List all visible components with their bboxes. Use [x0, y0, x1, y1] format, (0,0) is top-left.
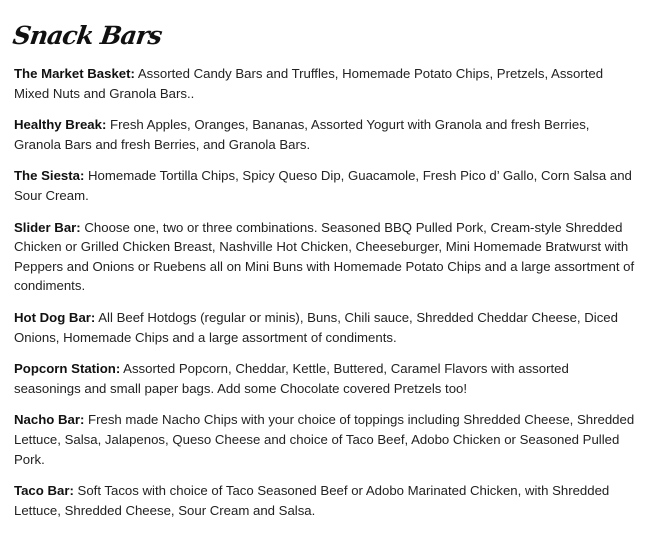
item-name: Slider Bar:	[14, 219, 81, 235]
item-description: Choose one, two or three combinations. Seasoned BBQ Pulled Pork, Cream-style Shredded Chicken or Grilled Chicken Breast, Nashville Hot Chicken, Cheeseburger, Mini Homemade Bratwurst with Peppers and Onions or Ruebens all on Mini Buns with Homemade Potato Chips and a large assortment of condiments.	[14, 219, 635, 294]
item-description: All Beef Hotdogs (regular or minis), Buns, Chili sauce, Shredded Cheddar Cheese, Diced Onions, Homemade Chips and a large assortment of condiments.	[14, 309, 618, 345]
item-name: Healthy Break:	[14, 117, 107, 133]
menu-item-popcorn-station	[14, 359, 636, 398]
item-description: Assorted Candy Bars and Truffles, Homemade Potato Chips, Pretzels, Assorted Mixed Nuts and Granola Bars..	[14, 66, 604, 101]
section-title: Snack Bars	[11, 21, 164, 50]
menu-item-slider-bar	[14, 218, 636, 296]
item-name: Nacho Bar:	[14, 412, 85, 428]
item-name: Hot Dog Bar:	[14, 309, 96, 325]
menu-item-hot-dog-bar	[14, 308, 636, 347]
menu-item-healthy-break	[14, 115, 636, 154]
item-name: Taco Bar:	[14, 483, 74, 499]
snack-bars-section	[11, 21, 636, 532]
menu-item-siesta	[14, 166, 636, 205]
item-name: The Siesta:	[14, 168, 85, 184]
menu-item-taco-bar	[14, 481, 636, 520]
menu-item-nacho-bar	[14, 410, 636, 469]
item-name: The Market Basket:	[14, 66, 135, 81]
item-description: Homemade Tortilla Chips, Spicy Queso Dip, Guacamole, Fresh Pico d’ Gallo, Corn Salsa and Sour Cream.	[14, 168, 632, 203]
item-description: Fresh Apples, Oranges, Bananas, Assorted Yogurt with Granola and fresh Berries, Granola Bars and fresh Berries, and Granola Bars.	[14, 117, 590, 152]
menu-list	[14, 64, 636, 520]
item-description: Assorted Popcorn, Cheddar, Kettle, Buttered, Caramel Flavors with assorted seasonings and small paper bags. Add some Chocolate covered Pretzels too!	[14, 361, 569, 396]
item-description: Fresh made Nacho Chips with your choice of toppings including Shredded Cheese, Shredded Lettuce, Salsa, Jalapenos, Queso Cheese and choice of Taco Beef, Adobo Chicken or Seasoned Pulled Pork.	[14, 412, 635, 467]
item-description: Soft Tacos with choice of Taco Seasoned Beef or Adobo Marinated Chicken, with Shredded Lettuce, Shredded Cheese, Sour Cream and Salsa.	[14, 483, 610, 518]
menu-item-market-basket	[14, 64, 636, 103]
item-name: Popcorn Station:	[14, 361, 121, 377]
